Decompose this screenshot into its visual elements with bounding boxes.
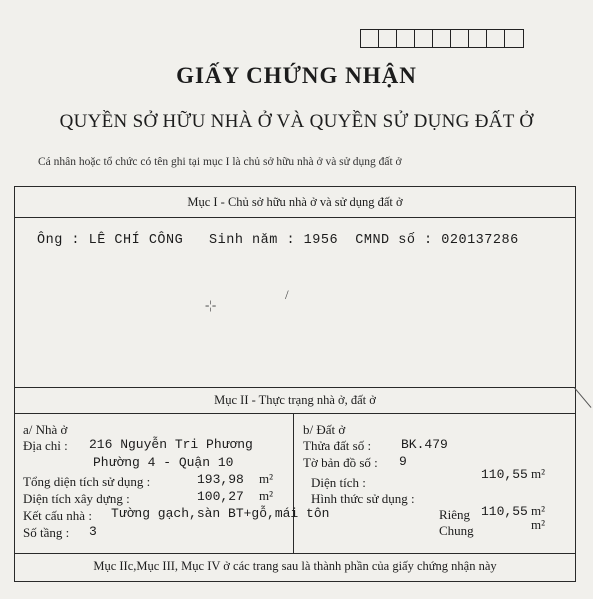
footer-note: Mục IIc,Mục III, Mục IV ở các trang sau là thành phần của giấy chứng nhận này xyxy=(93,559,497,573)
parcel-value: BK.479 xyxy=(401,437,448,452)
crosshair-mark: -¦- xyxy=(205,297,217,312)
slash-mark: / xyxy=(285,287,289,302)
shared-use-unit: m² xyxy=(531,517,546,532)
intro-note: Cá nhân hoặc tổ chức có tên ghi tại mục I là chủ sở hữu nhà ở và sử dụng đất ở xyxy=(38,156,402,168)
shared-use-label: Chung xyxy=(439,523,474,538)
owner-line: Ông : LÊ CHÍ CÔNG Sinh năm : 1956 CMND số : 020137286 xyxy=(37,233,519,248)
land-area-value: 110,55 xyxy=(481,467,528,482)
pen-stroke xyxy=(574,375,593,408)
certificate-frame xyxy=(14,186,576,582)
floors-value: 3 xyxy=(89,524,97,539)
divider xyxy=(15,387,575,388)
house-heading: a/ Nhà ở xyxy=(23,422,68,437)
serial-number-boxes xyxy=(360,29,524,48)
land-area-unit: m² xyxy=(531,466,546,481)
built-area-unit: m² xyxy=(259,488,274,503)
use-type-label: Hình thức sử dụng : xyxy=(311,491,415,506)
divider xyxy=(15,413,575,414)
document-subtitle: QUYỀN SỞ HỮU NHÀ Ở VÀ QUYỀN SỬ DỤNG ĐẤT Ở xyxy=(59,111,534,132)
section1-title: Mục I - Chủ sở hữu nhà ở và sử dụng đất ở xyxy=(187,195,403,209)
address-line1: 216 Nguyễn Tri Phương xyxy=(89,437,253,452)
land-area-label: Diện tích : xyxy=(311,475,366,490)
land-heading: b/ Đất ở xyxy=(303,422,346,437)
floor-area-label: Tổng diện tích sử dụng : xyxy=(23,474,151,489)
private-use-label: Riêng xyxy=(439,507,471,522)
divider xyxy=(15,217,575,218)
structure-label: Kết cấu nhà : xyxy=(23,508,92,523)
address-line2: Phường 4 - Quận 10 xyxy=(93,455,234,470)
floors-label: Số tầng : xyxy=(23,525,70,540)
floor-area-value: 193,98 xyxy=(197,472,244,487)
section2-title: Mục II - Thực trạng nhà ở, đất ở xyxy=(214,393,376,407)
parcel-label: Thửa đất số : xyxy=(303,438,372,453)
private-use-value: 110,55 xyxy=(481,504,528,519)
document-title: GIẤY CHỨNG NHẬN xyxy=(176,63,417,88)
built-area-label: Diện tích xây dựng : xyxy=(23,491,130,506)
private-use-unit: m² xyxy=(531,503,546,518)
divider xyxy=(15,553,575,554)
column-divider xyxy=(293,413,294,553)
map-label: Tờ bản đồ số : xyxy=(303,455,378,470)
structure-value: Tường gạch,sàn BT+gỗ,mái tôn xyxy=(111,506,330,521)
map-value: 9 xyxy=(399,454,407,469)
floor-area-unit: m² xyxy=(259,471,274,486)
address-label: Địa chỉ : xyxy=(23,438,68,453)
built-area-value: 100,27 xyxy=(197,489,244,504)
